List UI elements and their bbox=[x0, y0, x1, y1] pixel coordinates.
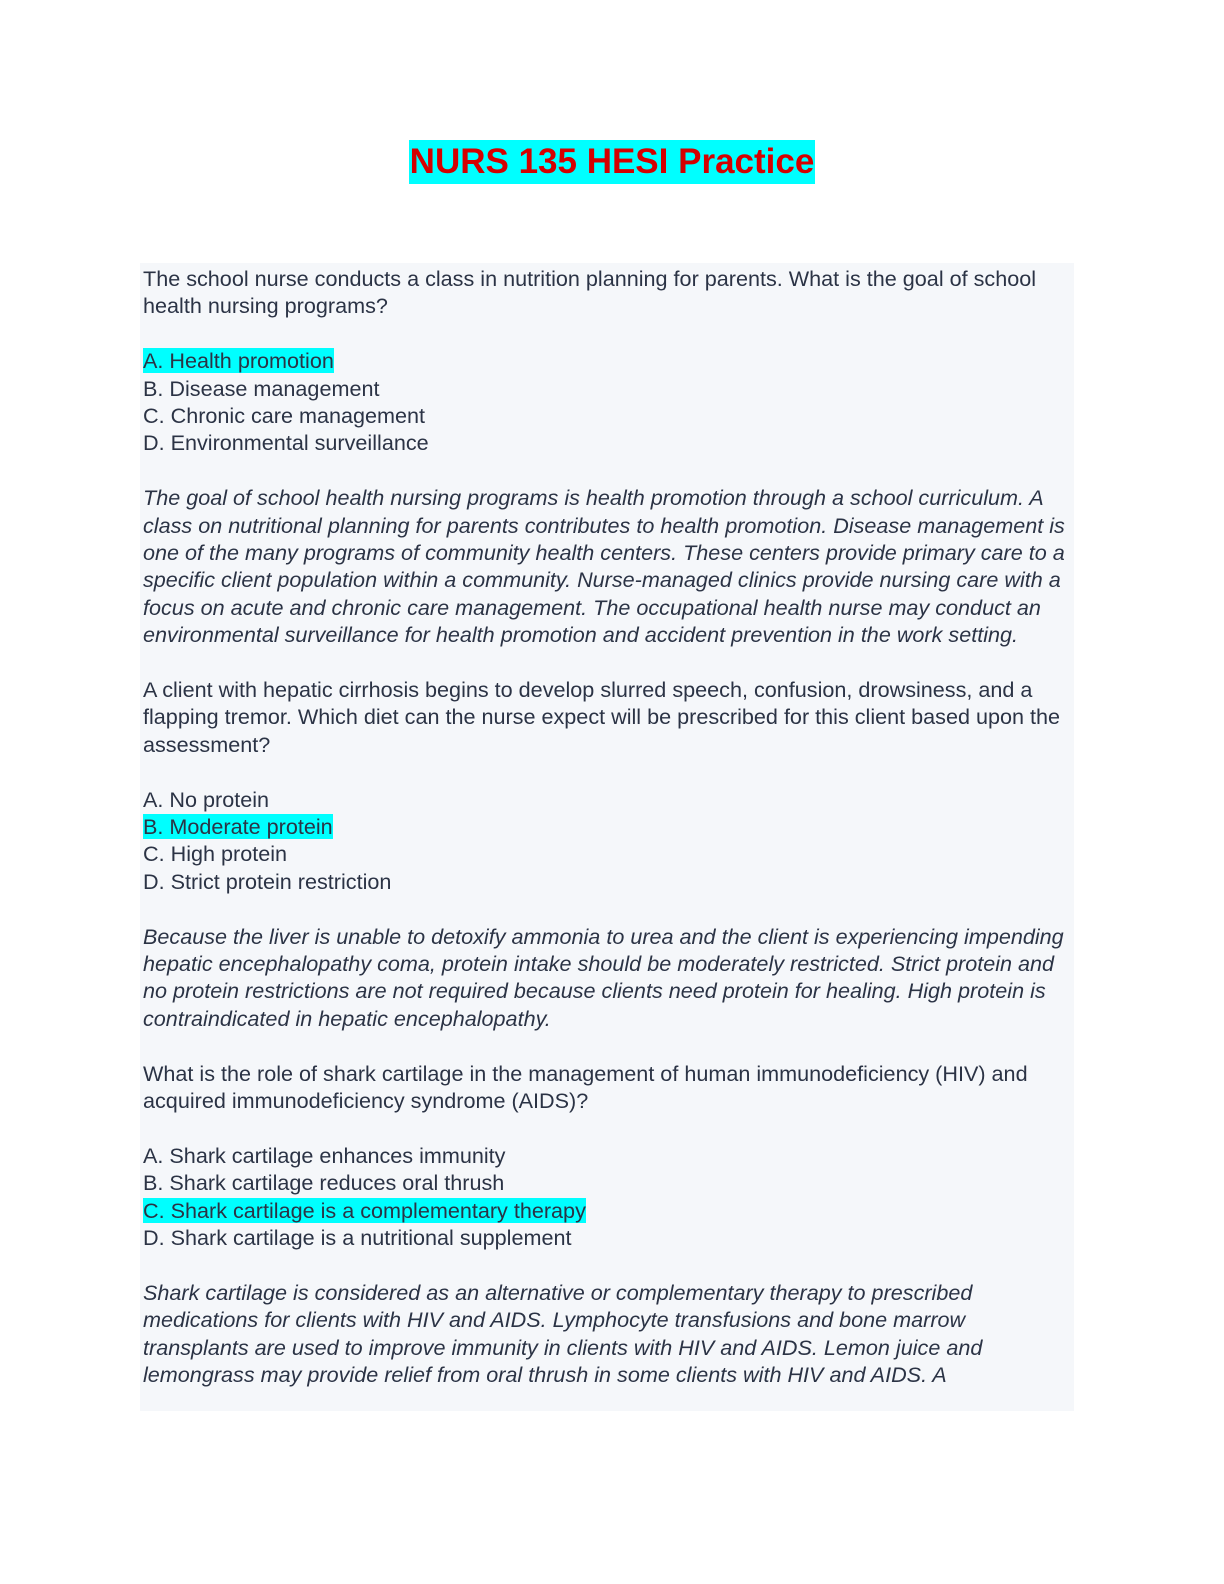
answer-option-correct bbox=[143, 347, 1074, 374]
answer-option bbox=[143, 840, 1074, 867]
answer-option-label: A. No protein bbox=[143, 786, 270, 812]
answer-option-label: A. Health promotion bbox=[143, 348, 334, 374]
spacer bbox=[143, 649, 1074, 676]
spacer bbox=[143, 895, 1074, 922]
question-stem: The school nurse conducts a class in nutrition planning for parents. What is the goal of school health nursing programs? bbox=[143, 266, 1037, 319]
answer-option bbox=[143, 868, 1074, 895]
document-body bbox=[140, 263, 1074, 1411]
spacer bbox=[143, 1115, 1074, 1142]
question-block-2 bbox=[143, 676, 1074, 1060]
question-block-3 bbox=[143, 1060, 1074, 1389]
answer-option-correct bbox=[143, 813, 1074, 840]
answer-option-label: C. Chronic care management bbox=[143, 403, 426, 429]
answer-option-label: B. Disease management bbox=[143, 375, 380, 401]
spacer bbox=[143, 457, 1074, 484]
question-block-1 bbox=[143, 265, 1074, 676]
answer-option bbox=[143, 375, 1074, 402]
answer-option bbox=[143, 786, 1074, 813]
answer-option bbox=[143, 1142, 1074, 1169]
answer-option-label: B. Shark cartilage reduces oral thrush bbox=[143, 1170, 505, 1196]
answer-option-correct bbox=[143, 1197, 1074, 1224]
spacer bbox=[143, 758, 1074, 785]
answer-option-label: D. Environmental surveillance bbox=[143, 430, 429, 456]
question-stem: A client with hepatic cirrhosis begins to develop slurred speech, confusion, drowsiness, and a flapping tremor. Which diet can the nurse expect will be prescribed for this client based upon the assessment? bbox=[143, 677, 1061, 757]
answer-option-label: A. Shark cartilage enhances immunity bbox=[143, 1142, 506, 1168]
rationale-text: Because the liver is unable to detoxify ammonia to urea and the client is experiencing impending hepatic encephalopathy coma, protein intake should be moderately restricted. Strict protein and no protein restrictions are not required because clients need protein for healing. High protein is contraindicated in hepatic encephalopathy. bbox=[143, 923, 1064, 1031]
answer-option-label: C. Shark cartilage is a complementary therapy bbox=[143, 1197, 586, 1223]
answer-option-label: D. Shark cartilage is a nutritional supplement bbox=[143, 1225, 572, 1251]
rationale-text: The goal of school health nursing programs is health promotion through a school curriculum. A class on nutritional planning for parents contributes to health promotion. Disease management is one of the many programs of community health centers. These centers provide primary care to a specific client population within a community. Nurse-managed clinics provide nursing care with a focus on acute and chronic care management. The occupational health nurse may conduct an environmental surveillance for health promotion and accident prevention in the work setting. bbox=[143, 485, 1065, 648]
question-stem: What is the role of shark cartilage in the management of human immunodeficiency (HIV) and acquired immunodeficiency syndrome (AIDS)? bbox=[143, 1060, 1028, 1114]
answer-option bbox=[143, 402, 1074, 429]
spacer bbox=[143, 320, 1074, 347]
answer-option bbox=[143, 429, 1074, 456]
title-container bbox=[0, 140, 1224, 184]
answer-option bbox=[143, 1224, 1074, 1251]
answer-option bbox=[143, 1169, 1074, 1196]
answer-option-label: D. Strict protein restriction bbox=[143, 868, 392, 894]
rationale-text: Shark cartilage is considered as an alternative or complementary therapy to prescribed medications for clients with HIV and AIDS. Lymphocyte transfusions and bone marrow transplants are used to improve immunity in clients with HIV and AIDS. Lemon juice and lemongrass may provide relief from oral thrush in some clients with HIV and AIDS. A bbox=[143, 1279, 983, 1388]
page-title: NURS 135 HESI Practice bbox=[409, 140, 816, 184]
answer-option-label: B. Moderate protein bbox=[143, 814, 333, 840]
spacer bbox=[143, 1032, 1074, 1059]
spacer bbox=[143, 1252, 1074, 1279]
answer-option-label: C. High protein bbox=[143, 841, 288, 867]
